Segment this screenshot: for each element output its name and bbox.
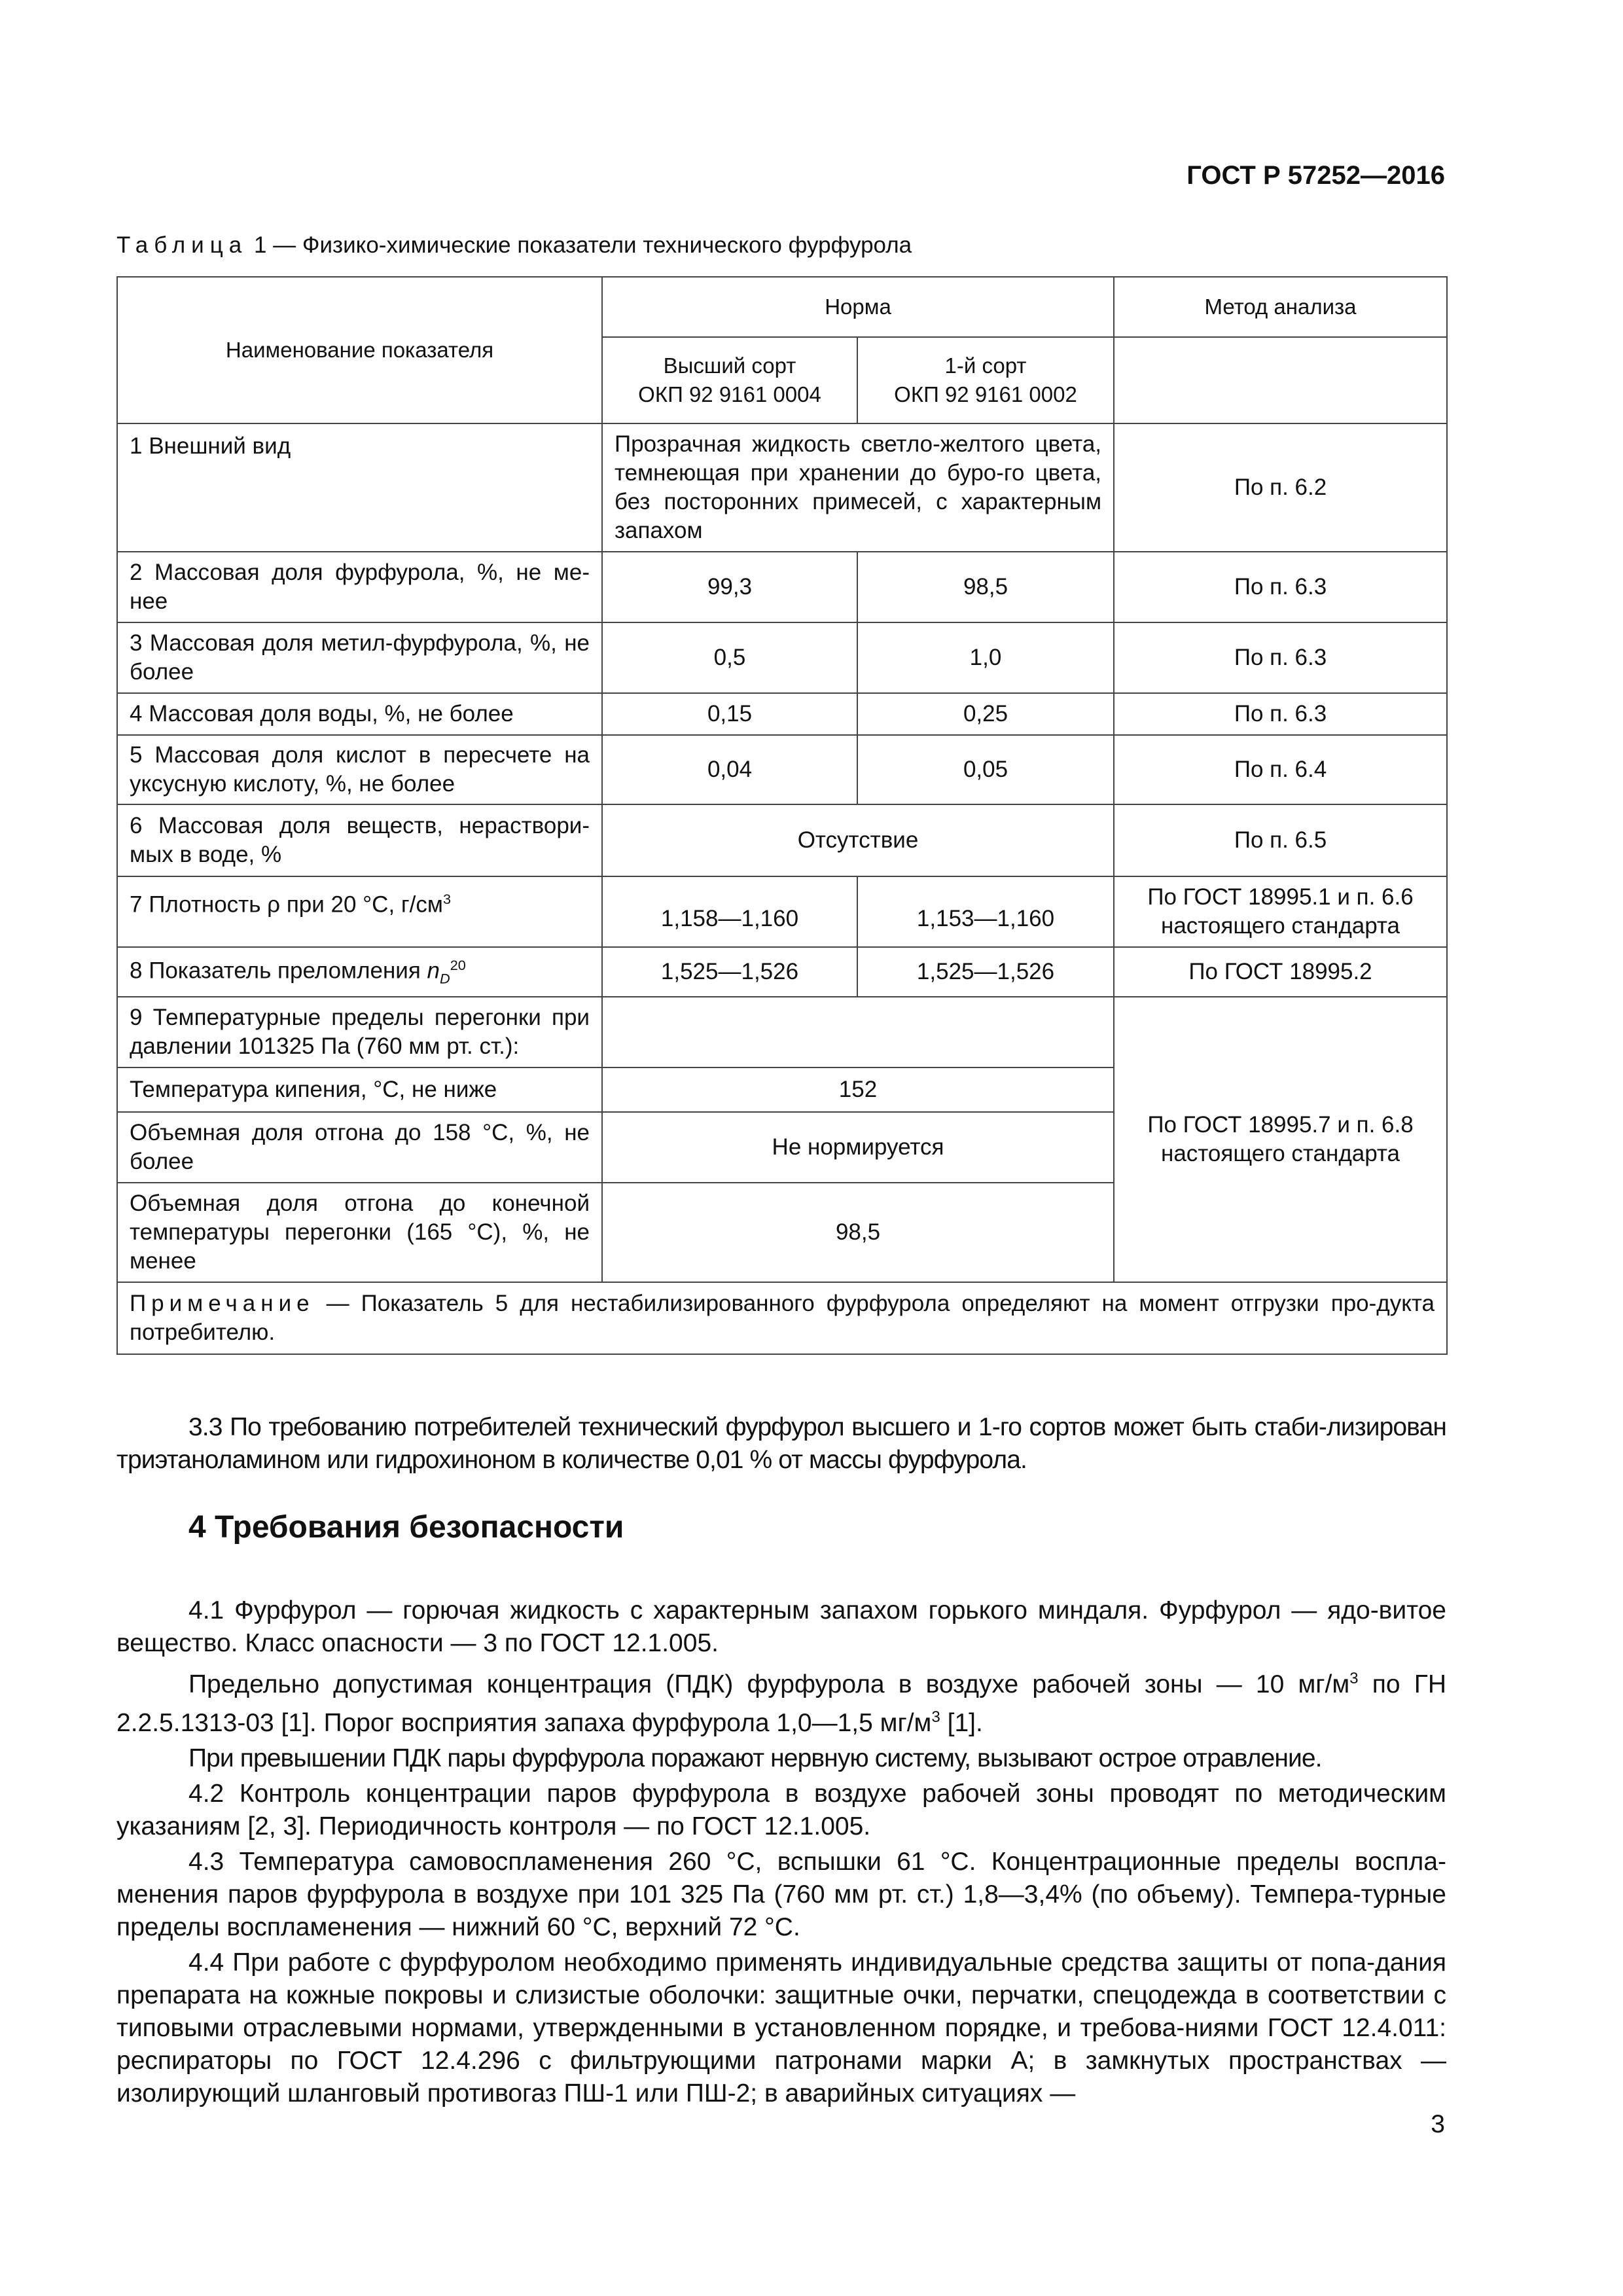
row-name: Объемная доля отгона до 158 °С, %, не более — [117, 1112, 602, 1183]
row-merged-value: 152 — [602, 1067, 1114, 1112]
row-name: 6 Массовая доля веществ, нераствори-мых в воде, % — [117, 804, 602, 876]
paragraph-4-3: 4.3 Температура самовоспламенения 260 °С, вспышки 61 °С. Концентрационные пределы воспла-менения паров фурфурола в воздухе при 101 325 Па (760 мм рт. ст.) 1,8—3,4% (по объему). Темпера-турные пределы воспламенения — нижний 60 °С, верхний 72 °С. — [116, 1848, 1446, 1941]
table-note-row — [117, 1282, 1447, 1354]
table-row — [117, 622, 1447, 693]
table-caption — [116, 232, 912, 259]
row-name-text: при 20 °С, г/см — [280, 891, 443, 918]
rho-symbol: ρ — [267, 891, 281, 918]
row-value-one: 1,0 — [857, 622, 1114, 693]
section-4-body — [116, 1594, 1446, 2113]
row-value-one: 1,153—1,160 — [857, 876, 1114, 947]
header-grade-one — [857, 337, 1114, 423]
row-method: По п. 6.3 — [1114, 693, 1447, 735]
table-caption-word: Таблица — [116, 232, 248, 258]
section-heading: 4 Требования безопасности — [188, 1510, 624, 1545]
row-name: 1 Внешний вид — [117, 423, 602, 552]
page-number: 3 — [1431, 2110, 1445, 2138]
row-method: По п. 6.5 — [1114, 804, 1447, 876]
row-name-text: 7 Плотность — [130, 891, 268, 918]
grade-one-code: ОКП 92 9161 0002 — [894, 382, 1077, 406]
row-value-top: 99,3 — [602, 552, 857, 622]
row-name: 9 Температурные пределы перегонки при давлении 101325 Па (760 мм рт. ст.): — [117, 997, 602, 1067]
row-value-top: 0,15 — [602, 693, 857, 735]
row-name: Температура кипения, °С, не ниже — [117, 1067, 602, 1112]
superscript: 3 — [931, 1708, 940, 1726]
header-indicator-name: Наименование показателя — [117, 277, 602, 423]
header-method-empty — [1114, 337, 1447, 423]
pdk-text: по ГН 2.2.5.1313-03 [1]. Порог восприятия запаха фурфурола 1,0—1,5 мг/м — [116, 1670, 1447, 1737]
grade-top-code: ОКП 92 9161 0004 — [638, 382, 821, 406]
row-value-one: 1,525—1,526 — [857, 947, 1114, 997]
table-row — [117, 876, 1447, 947]
pdk-text: Предельно допустимая концентрация (ПДК) фурфурола в воздухе рабочей зоны — 10 мг/м — [188, 1670, 1350, 1698]
table-note — [117, 1282, 1447, 1354]
row-value-one: 0,25 — [857, 693, 1114, 735]
document-code: ГОСТ Р 57252—2016 — [1186, 161, 1445, 190]
row-merged-value: 98,5 — [602, 1183, 1114, 1282]
row-method: По ГОСТ 18995.1 и п. 6.6 настоящего стандарта — [1114, 876, 1447, 947]
paragraph-4-1: 4.1 Фурфурол — горючая жидкость с характерным запахом горького миндаля. Фурфурол — ядо-витое вещество. Класс опасности — 3 по ГОСТ 12.1.005. — [116, 1596, 1446, 1657]
row-empty-value — [602, 997, 1114, 1067]
subscript: D — [440, 970, 450, 987]
row-value-top: 0,5 — [602, 622, 857, 693]
paragraph-3-3: 3.3 По требованию потребителей технический фурфурол высшего и 1-го сортов может быть стаби-лизирован триэтаноламином или гидрохиноном в количестве 0,01 % от массы фурфурола. — [116, 1413, 1446, 1474]
paragraph-4-1-pdk — [116, 1662, 1446, 1740]
table-row — [117, 997, 1447, 1067]
header-norm: Норма — [602, 277, 1114, 337]
row-value-top: 1,158—1,160 — [602, 876, 857, 947]
row-name: 2 Массовая доля фурфурола, %, не ме-нее — [117, 552, 602, 622]
header-method: Метод анализа — [1114, 277, 1447, 337]
properties-table — [116, 276, 1448, 1355]
pdk-text: [1]. — [940, 1709, 983, 1737]
paragraph-3-3-block — [116, 1411, 1446, 1479]
table-caption-text: 1 — Физико-химические показатели технического фурфурола — [247, 232, 912, 258]
row-method: По ГОСТ 18995.2 — [1114, 947, 1447, 997]
refraction-symbol: n — [427, 958, 440, 984]
table-row — [117, 947, 1447, 997]
row-method: По п. 6.2 — [1114, 423, 1447, 552]
row-name-text: 8 Показатель преломления — [130, 958, 427, 984]
table-row — [117, 552, 1447, 622]
row-value-top: 1,525—1,526 — [602, 947, 857, 997]
paragraph-4-2: 4.2 Контроль концентрации паров фурфурола в воздухе рабочей зоны проводят по методическим указаниям [2, 3]. Периодичность контроля — по ГОСТ 12.1.005. — [116, 1780, 1446, 1840]
row-name — [117, 947, 602, 997]
table-row — [117, 423, 1447, 552]
row-merged-value: Не нормируется — [602, 1112, 1114, 1183]
row-value-one: 0,05 — [857, 735, 1114, 804]
row-value-one: 98,5 — [857, 552, 1114, 622]
header-grade-top — [602, 337, 857, 423]
row-value-top: 0,04 — [602, 735, 857, 804]
row-name: Объемная доля отгона до конечной температуры перегонки (165 °С), %, не менее — [117, 1183, 602, 1282]
table-row — [117, 804, 1447, 876]
superscript: 3 — [1349, 1670, 1359, 1687]
row-name: 4 Массовая доля воды, %, не более — [117, 693, 602, 735]
grade-one-label: 1-й сорт — [944, 353, 1027, 378]
note-text: — Показатель 5 для нестабилизированного фурфурола определяют на момент отгрузки про-дукта потребителю. — [130, 1291, 1435, 1345]
paragraph-4-1-effects: При превышении ПДК пары фурфурола поражают нервную систему, вызывают острое отравление. — [188, 1744, 1322, 1772]
superscript: 3 — [442, 891, 452, 907]
row-name: 3 Массовая доля метил-фурфурола, %, не более — [117, 622, 602, 693]
table-row — [117, 735, 1447, 804]
row-merged-value: Прозрачная жидкость светло-желтого цвета, темнеющая при хранении до буро-го цвета, без посторонних примесей, с характерным запахом — [602, 423, 1114, 552]
row-method: По п. 6.4 — [1114, 735, 1447, 804]
row-method: По п. 6.3 — [1114, 552, 1447, 622]
paragraph-4-4: 4.4 При работе с фурфуролом необходимо применять индивидуальные средства защиты от попа-дания препарата на кожные покровы и слизистые оболочки: защитные очки, перчатки, спецодежда в соответствии с типовыми отраслевыми нормами, утвержденными в установленном порядке, и требова-ниями ГОСТ 12.4.011: респираторы по ГОСТ 12.4.296 с фильтрующими патронами марки А; в замкнутых пространствах — изолирующий шланговый противогаз ПШ-1 или ПШ-2; в аварийных ситуациях — — [116, 1948, 1446, 2108]
row-merged-value: Отсутствие — [602, 804, 1114, 876]
row-name — [117, 876, 602, 947]
superscript: 20 — [450, 956, 466, 973]
row-method: По п. 6.3 — [1114, 622, 1447, 693]
table-row — [117, 693, 1447, 735]
grade-top-label: Высший сорт — [663, 353, 796, 378]
note-word: Примечание — [130, 1291, 315, 1316]
row-name: 5 Массовая доля кислот в пересчете на уксусную кислоту, %, не более — [117, 735, 602, 804]
row-method: По ГОСТ 18995.7 и п. 6.8 настоящего стандарта — [1114, 997, 1447, 1282]
